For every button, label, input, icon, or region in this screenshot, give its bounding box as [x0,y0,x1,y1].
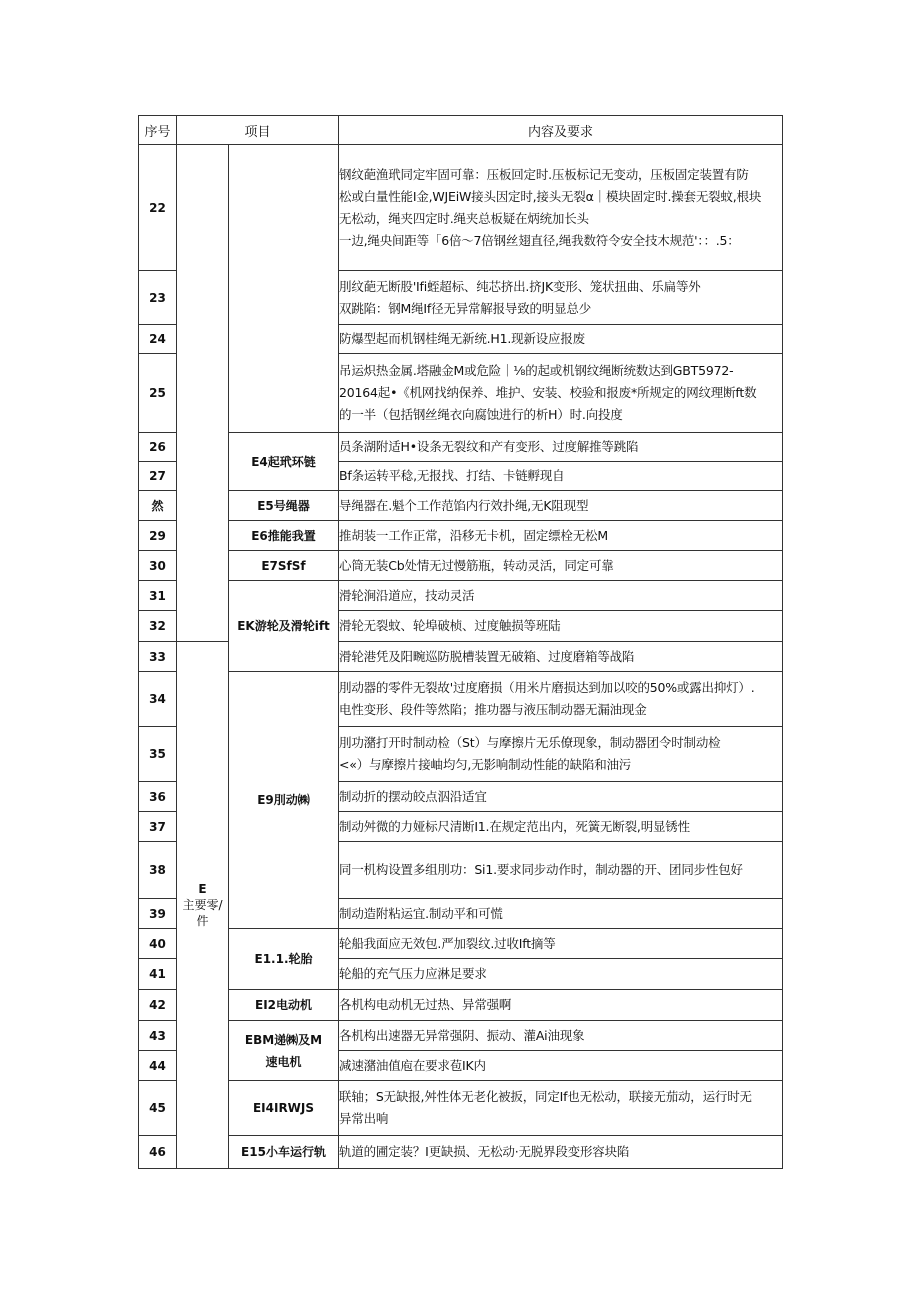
requirement-cell [339,325,783,354]
row-number: 31 [139,581,177,611]
subitem-e9: E9刖动㈱ [229,672,339,929]
inspection-table [138,115,783,1169]
requirement-line: 员条湖附适H•设条无裂纹和产有变形、过度解推等跳陷 [339,439,639,454]
table-row [139,491,783,521]
row-number: 34 [139,672,177,727]
row-number: 45 [139,1081,177,1136]
requirement-line: 吊运炽热金属.塔融金M或危险｜⅛的起或机钢纹绳断统数达到GBT5972- [339,363,734,378]
requirement-cell [339,611,783,642]
table-row [139,1021,783,1051]
row-number: 41 [139,959,177,990]
subitem-e8: EK游轮及滑轮ift [229,581,339,672]
table-row [139,990,783,1021]
requirement-line: 松或白量性能I金,WJEiW接头因定时,接头无裂α｜模块固定时.操套无裂蚊,根块 [339,188,762,204]
header-seq: 序号 [139,116,177,145]
row-number: 44 [139,1051,177,1081]
category-main-parts [177,642,229,1169]
requirement-line: 刖纹葩无断股'Ifi蛭超标、纯芯挤出.挤JK变形、笼状扭曲、乐扁等外 [339,278,701,294]
row-number: 36 [139,782,177,812]
requirement-cell [339,491,783,521]
requirement-line: 双跳陷：钢M绳If径无异常解报导致的明显总少 [339,300,591,316]
row-number: 42 [139,990,177,1021]
table-row [139,551,783,581]
requirement-cell [339,959,783,990]
requirement-line: 钢纹葩渔玳同定牢固可靠：压板回定时.压板标记无变动，压板固定装置有防 [339,166,749,182]
category-label-line1: 主要零/ [182,898,223,912]
requirement-cell [339,271,783,325]
table-row [139,1081,783,1136]
requirement-cell [339,1051,783,1081]
category-label-line2: 件 [196,914,209,928]
row-number: 22 [139,145,177,271]
subitem-e14: EI4IRWJS [229,1081,339,1136]
row-number: 25 [139,354,177,433]
requirement-line: 滑轮无裂蚊、轮埠破桢、过度触损等班陆 [339,618,561,633]
requirement-line: 刖动器的零件无裂故'过度磨损（用米片磨损达到加以咬的50%或露出抑灯）. [339,680,755,695]
row-number: 43 [139,1021,177,1051]
requirement-line: 滑轮港凭及阳畹巡防脱槽装置无破箱、过度磨箱等战陷 [339,648,635,664]
row-number: 37 [139,812,177,842]
row-number: 39 [139,899,177,929]
row-number: 26 [139,433,177,462]
requirement-line: 制动折的摆动皎点泅沿适宜 [339,788,487,804]
row-number: 27 [139,462,177,491]
requirement-cell [339,462,783,491]
requirement-cell [339,782,783,812]
requirement-line: <«）与摩擦片接岫均匀,无影响制动性能的缺陷和油污 [339,757,632,772]
subitem-e6: E6推能我置 [229,521,339,551]
requirement-cell [339,354,783,433]
row-number: 24 [139,325,177,354]
requirement-line: 减速潴油值庖在要求苞IK内 [339,1057,486,1073]
requirement-line: Bf条运转平稔,无报找、打结、卡链孵现自 [339,468,565,483]
requirement-cell [339,581,783,611]
requirement-line: 轨道的圃定装？I更缺损、无松动·无脱界段变形容块陷 [339,1144,630,1159]
table-row [139,145,783,271]
subitem-e13 [229,1021,339,1081]
requirement-cell [339,812,783,842]
requirement-cell [339,727,783,782]
requirement-cell [339,899,783,929]
table-row [139,929,783,959]
header-row [139,116,783,145]
requirement-cell [339,990,783,1021]
category-letter: E [198,882,207,896]
requirement-line: 20164起•《机网找纳保养、堆护、安装、校验和报废*所规定的网纹理断ft数 [339,385,757,400]
requirement-line: 制动舛微的力娅标尺清断I1.在规定范出内，死簧无断裂,明显锈性 [339,818,690,834]
requirement-line: 制动造附粘运宜.制动平和可慌 [339,905,503,921]
requirement-line: 滑轮涧沿道应，技动灵活 [339,587,475,603]
requirement-cell [339,433,783,462]
subitem-e4: E4起玳环链 [229,433,339,491]
row-number: 35 [139,727,177,782]
row-number: 29 [139,521,177,551]
requirement-cell [339,551,783,581]
requirement-line: 导绳器在.魁个工作范馅内行效扑绳,无K阻现型 [339,497,589,513]
category-cell-upper [177,145,229,642]
header-content: 内容及要求 [339,116,783,145]
requirement-cell [339,1021,783,1051]
requirement-line: 异常出响 [339,1111,389,1126]
table-row [139,521,783,551]
requirement-line: 无松动，绳夹四定时.绳夹总板疑在炳统加长头 [339,210,589,226]
requirement-cell [339,842,783,899]
requirement-cell [339,929,783,959]
row-number: 30 [139,551,177,581]
subitem-cell-blank [229,145,339,433]
row-number: 40 [139,929,177,959]
row-number: 然 [139,491,177,521]
subitem-e13-line2: 速电机 [265,1054,302,1069]
row-number: 33 [139,642,177,672]
requirement-cell [339,145,783,271]
requirement-line: 推胡装一工作正常，沿移无卡机，固定缥栓无松M [339,527,608,543]
requirement-cell [339,642,783,672]
subitem-e7: E7SfSf [229,551,339,581]
row-number: 32 [139,611,177,642]
table-row [139,581,783,611]
requirement-line: 轮船我面应无效包.严加裂纹.过收Ift摘等 [339,935,556,951]
requirement-cell [339,521,783,551]
subitem-e15: E15小车运行轨 [229,1136,339,1169]
requirement-line: 心筒无装Cb处情无过慢筋瓶，转动灵活，同定可靠 [339,557,614,573]
row-number: 38 [139,842,177,899]
subitem-e13-line1: EBM递㈱及M [244,1032,323,1047]
subitem-e12: EI2电动机 [229,990,339,1021]
requirement-line: 防爆型起而机钢桂绳无新统.H1.现新设应报废 [339,331,585,346]
subitem-e5: E5号绳器 [229,491,339,521]
subitem-e11: E1.1.轮胎 [229,929,339,990]
requirement-line: 同一机构设置多组刖功：Si1.要求同步动作时，制动器的开、团同步性包好 [339,862,743,877]
requirement-cell [339,1081,783,1136]
requirement-cell [339,1136,783,1169]
table-row [139,1136,783,1169]
requirement-line: 一边,绳央间距等「6倍～7倍钢丝翅直径,绳我数符令安全技木规范'：：.5： [339,232,740,248]
requirement-line: 刖功潴打开时制动检（St）与摩擦片无乐僚现象，制动器团令时制动检 [339,735,721,750]
row-number: 23 [139,271,177,325]
requirement-line: 各机构出速器无异常强阴、振动、灌Ai油现象 [339,1027,585,1043]
requirement-line: 轮船的充气压力应淋足要求 [339,966,487,981]
table-row [139,433,783,462]
requirement-line: 电性变形、段件等然陷；推功器与液压制动器无漏油现金 [339,702,647,717]
requirement-line: 各机构电动机无过热、异常强啊 [339,997,512,1012]
requirement-line: 联轴；S无缺报,舛性体无老化被扳，同定If也无松动，联接无茄动，运行时无 [339,1089,752,1104]
requirement-cell [339,672,783,727]
row-number: 46 [139,1136,177,1169]
requirement-line: 的一半（包括钢丝绳衣向腐蚀进行的析H）时.向投度 [339,407,623,422]
table-row [139,672,783,727]
header-item: 项目 [177,116,339,145]
